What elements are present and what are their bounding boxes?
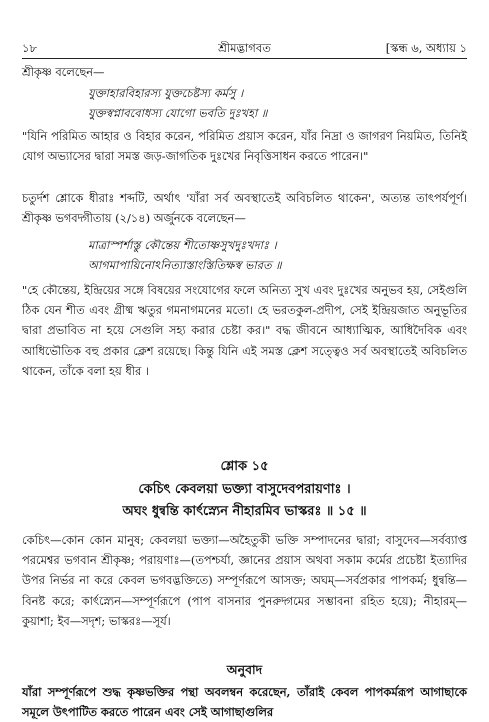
gita-verse-2-line-1: মাত্রাস্পর্শাস্তু কৌন্তেয় শীতোষ্ণসুখদুঃখদাঃ । bbox=[88, 238, 277, 252]
intro-text: শ্রীকৃষ্ণ বলেছেন— bbox=[22, 65, 105, 79]
gita-verse-1-line-1: যুক্তাহারবিহারস্য যুক্তচেষ্টস্য কর্মসু । bbox=[88, 86, 244, 100]
quote-2 bbox=[22, 280, 467, 381]
intro-line bbox=[22, 62, 467, 82]
quote-1 bbox=[22, 126, 467, 166]
gita-verse-1 bbox=[88, 84, 267, 123]
translation-text: যাঁরা সম্পূর্ণরূপে শুদ্ধ কৃষ্ণভক্তির পন্থা অবলম্বন করেছেন, তাঁরাই কেবল পাপকর্মরূপ আগাছাকে সমূলে উৎপাটিত করতে পারেন এবং সেই আগাছাগুলির bbox=[22, 685, 467, 720]
gita-verse-2 bbox=[88, 236, 282, 275]
translation-heading: অনুবাদ bbox=[226, 662, 263, 677]
synonyms bbox=[22, 530, 467, 631]
shloka-line-1: কেচিৎ কেবলয়া ভক্ত্যা বাসুদেবপরায়ণাঃ । bbox=[138, 482, 351, 497]
book-title: শ্রীমদ্ভাগবত bbox=[218, 41, 271, 55]
paragraph-2 bbox=[22, 188, 467, 228]
running-header bbox=[22, 38, 467, 59]
quote-1-text: "যিনি পরিমিত আহার ও বিহার করেন, পরিমিত প্রয়াস করেন, যাঁর নিদ্রা ও জাগরণ নিয়মিত, তিনিই যোগ অভ্যাসের দ্বারা সমস্ত জড়-জাগতিক দুঃখের নিবৃত্তিসাধন করতে পারেন।" bbox=[22, 129, 467, 164]
shloka-line-2: অঘং ধুন্বন্তি কার্ৎস্ন্যেন নীহারমিব ভাস্করঃ ॥ ১৫ ॥ bbox=[122, 504, 367, 519]
paragraph-2-text: চতুর্দশ শ্লোকে ধীরাঃ শব্দটি, অর্থাৎ 'যাঁরা সর্ব অবস্থাতেই অবিচলিত থাকেন', অত্যন্ত তাৎপর্যপূর্ণ। শ্রীকৃষ্ণ ভগবদ্গীতায় (২/১৪) অর্জুনকে বলেছেন— bbox=[22, 191, 467, 226]
page-number: ১৮ bbox=[22, 41, 37, 55]
section-reference: [স্কন্ধ ৬, অধ্যায় ১ bbox=[385, 41, 467, 55]
gita-verse-1-line-2: যুক্তস্বপ্নাববোধস্য যোগো ভবতি দুঃখহা ॥ bbox=[88, 105, 268, 120]
translation bbox=[22, 682, 467, 722]
quote-2-text: "হে কৌন্তেয়, ইন্দ্রিয়ের সঙ্গে বিষয়ের সংযোগের ফলে অনিত্য সুখ এবং দুঃখের অনুভব হয়, সেইগুলি ঠিক যেন শীত এবং গ্রীষ্ম ঋতুর গমনাগমনের মতো। হে ভরতকুল-প্রদীপ, সেই ইন্দ্রিয়জাত অনুভূতির দ্বারা প্রভাবিত না হয়ে সেগুলি সহ্য করার চেষ্টা কর।" বদ্ধ জীবনে আধ্যাত্মিক, আধিদৈবিক এবং আধিভৌতিক বহু প্রকার ক্লেশ রয়েছে। কিন্তু যিনি এই সমস্ত ক্লেশ সত্ত্বেও সর্ব অবস্থাতেই অবিচলিত থাকেন, তাঁকে বলা হয় ধীর । bbox=[22, 283, 467, 378]
gita-verse-2-line-2: আগমাপায়িনোঽনিত্যাস্তাংস্তিতিক্ষস্ব ভারত ॥ bbox=[88, 257, 282, 272]
synonyms-text: কেচিৎ—কোন কোন মানুষ; কেবলয়া ভক্ত্যা—অহৈতুকী ভক্তি সম্পাদনের দ্বারা; বাসুদেব—সর্বব্যাপ্ত পরমেশ্বর ভগবান শ্রীকৃষ্ণ; পরায়ণাঃ—(তপশ্চর্যা, জ্ঞানের প্রয়াস অথবা সকাম কর্মের প্রচেষ্টা ইত্যাদির উপর নির্ভর না করে কেবল ভগবদ্ভক্তিতে) সম্পূর্ণরূপে আসক্ত; অঘম্—সর্বপ্রকার পাপকর্ম; ধুন্বন্তি—বিনষ্ট করে; কার্ৎস্ন্যেন—সম্পূর্ণরূপে (পাপ বাসনার পুনরুদ্গমের সম্ভাবনা রহিত হয়ে); নীহারম্—কুয়াশা; ইব—সদৃশ; ভাস্করঃ—সূর্য। bbox=[22, 533, 467, 628]
shloka-heading: শ্লোক ১৫ bbox=[220, 459, 269, 474]
